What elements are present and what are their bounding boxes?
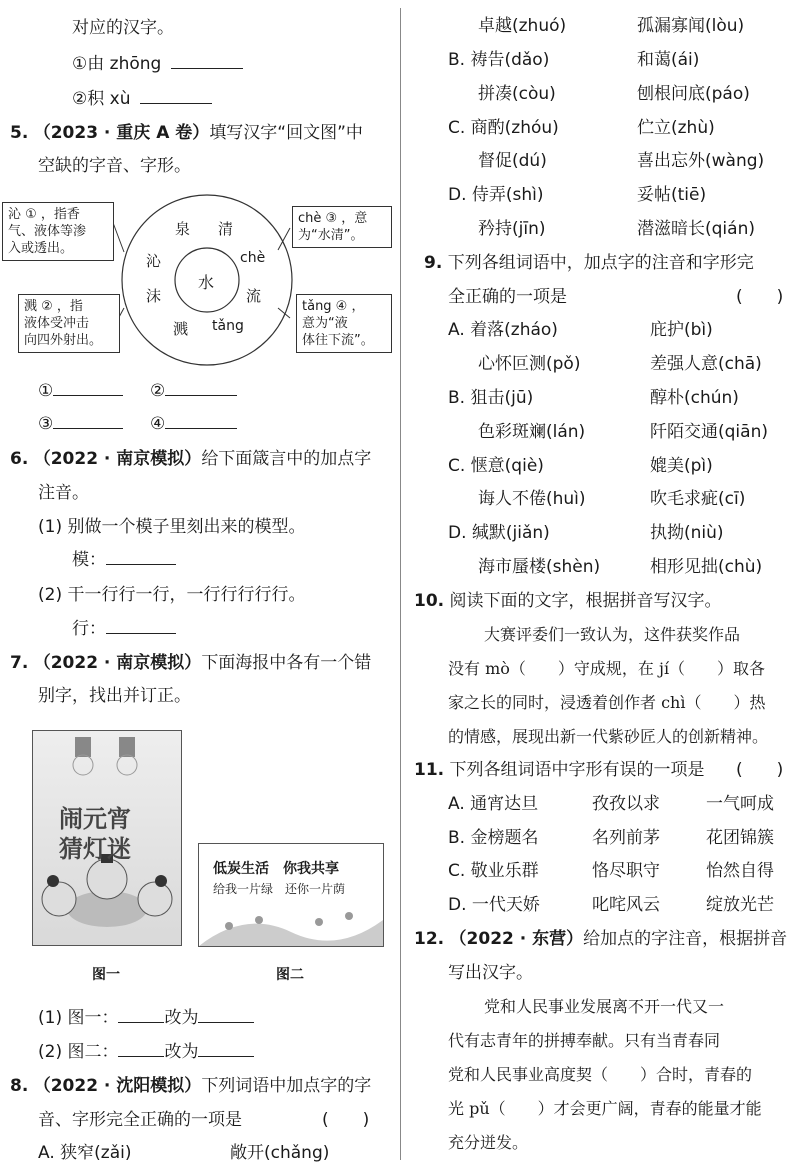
q7-answer-2: (2) 图二： 改为 (38, 1040, 254, 1064)
q8-option: 伫立(zhù) (637, 118, 715, 138)
answer-blank[interactable] (198, 1006, 254, 1023)
q12-line2: 写出汉字。 (448, 963, 533, 983)
q9-option: 诲人不倦(huì) (478, 489, 586, 509)
poster-2-caption: 图二 (276, 967, 304, 983)
q5-line1: 5. （2023 · 重庆 A 卷）填写汉字“回文图”中 (10, 123, 363, 143)
q11-option: C. 敬业乐群 (448, 861, 539, 881)
q5-blank-2: ② (150, 379, 237, 403)
q11-option: A. 通宵达旦 (448, 794, 539, 814)
answer-blank[interactable] (53, 379, 123, 396)
q10-paragraph-line: 的情感，展现出新一代紫砂匠人的创新精神。 (448, 727, 769, 746)
q7-answer-1: (1) 图一： 改为 (38, 1006, 254, 1030)
q9-line2: 全正确的一项是 (448, 287, 567, 307)
ring-item: 流 (246, 287, 262, 305)
q6-sentence-1: (1) 别做一个模子里刻出来的模型。 (38, 517, 306, 537)
ring-item: 溅 (173, 320, 189, 338)
q9-option: 海市蜃楼(shèn) (478, 557, 601, 577)
ring-item: tǎng (212, 318, 244, 334)
q8-option: C. 商酌(zhóu) (448, 118, 559, 138)
q9-option: 媲美(pì) (650, 456, 713, 476)
diagram-box-3: 溅 ② ，指 液体受冲击 向四外射出。 (18, 294, 120, 353)
question-number: 7. (10, 653, 29, 673)
poster-2-subtitle: 给我一片绿 还你一片荫 (213, 882, 346, 896)
diagram-center: 水 (198, 273, 215, 292)
q6-line2: 注音。 (38, 483, 89, 503)
q9-option: 色彩斑斓(lán) (478, 422, 586, 442)
answer-paren[interactable]: ( ) (322, 1110, 370, 1130)
answer-blank[interactable] (165, 379, 237, 396)
q11-option: 名列前茅 (592, 828, 660, 848)
ring-item: chè (240, 250, 266, 266)
q11-option: 恪尽职守 (592, 861, 660, 881)
q9-option: 差强人意(chā) (650, 354, 762, 374)
q9-option: B. 狙击(jū) (448, 388, 534, 408)
diagram-box-1: 沁 ① ，指香 气、液体等渗 入或透出。 (2, 202, 114, 261)
question-number: 8. (10, 1076, 29, 1096)
q5-blank-4: ④ (150, 412, 237, 436)
q7-line1: 7. （2022 · 南京模拟）下面海报中各有一个错 (10, 653, 372, 673)
column-divider (400, 8, 401, 1160)
q8-option-a2: 敞开(chǎng) (230, 1143, 330, 1163)
question-number: 10. (414, 591, 445, 611)
q12-paragraph-line: 充分迸发。 (448, 1133, 529, 1152)
q8-option: 妥帖(tiē) (637, 185, 707, 205)
q10-paragraph-line: 大赛评委们一致认为，这件获奖作品 (484, 625, 741, 644)
question-number: 12. (414, 929, 445, 949)
q4-tail: 对应的汉字。 (72, 18, 174, 38)
q8-option-a1: A. 狭窄(zǎi) (38, 1143, 132, 1163)
q11-option: 花团锦簇 (706, 828, 774, 848)
question-number: 6. (10, 449, 29, 469)
q6-sentence-2: (2) 干一行行一行，一行行行行行。 (38, 585, 306, 605)
q8-option: 督促(dú) (478, 151, 547, 171)
ring-item: 清 (218, 220, 234, 238)
diagram-box-2: chè ③ ，意 为“水清”。 (292, 206, 392, 248)
q8-option: 和蔼(ái) (637, 50, 700, 70)
q10-paragraph-line: 家之长的同时，浸透着创作者 chì（ ）热 (448, 693, 766, 712)
q8-option: B. 祷告(dǎo) (448, 50, 550, 70)
answer-blank[interactable] (118, 1040, 164, 1057)
q12-paragraph-line: 党和人民事业高度契（ ）合时，青春的 (448, 1065, 753, 1084)
diagram-box-4: tǎng ④ ， 意为“液 体往下流”。 (296, 294, 392, 353)
answer-blank[interactable] (106, 548, 176, 565)
q11-option: 孜孜以求 (592, 794, 660, 814)
q11-line1: 11. 下列各组词语中字形有误的一项是 (414, 760, 705, 780)
poster-1-line-1: 闹元宵 (59, 805, 131, 833)
q9-option: 庇护(bì) (650, 320, 713, 340)
poster-2-title: 低炭生活 你我共享 (213, 861, 339, 877)
poster-1 (32, 730, 182, 946)
q10-paragraph-line: 没有 mò（ ）守成规，在 jí（ ）取各 (448, 659, 766, 678)
q8-option: D. 侍弄(shì) (448, 185, 544, 205)
q11-option: 绽放光芒 (706, 895, 774, 915)
answer-blank[interactable] (140, 87, 212, 104)
question-source: （2022 · 南京模拟） (33, 653, 202, 673)
q8-option: 卓越(zhuó) (478, 16, 567, 36)
answer-blank[interactable] (198, 1040, 254, 1057)
question-source: （2022 · 沈阳模拟） (33, 1076, 202, 1096)
q9-option: 相形见拙(chù) (650, 557, 763, 577)
q5-blank-1: ① (38, 379, 123, 403)
answer-blank[interactable] (106, 617, 176, 634)
poster-2-art (199, 906, 383, 946)
q11-option: 一气呵成 (706, 794, 774, 814)
q8-option: 拼凑(còu) (478, 84, 556, 104)
q12-paragraph-line: 代有志青年的拼搏奉献。只有当青春同 (448, 1031, 721, 1050)
ring-item: 沁 (146, 252, 162, 270)
q8-option: 喜出忘外(wàng) (637, 151, 765, 171)
answer-paren[interactable]: ( ) (736, 760, 784, 780)
q6-answer-2: 行： (72, 617, 176, 641)
q8-line1: 8. （2022 · 沈阳模拟）下列词语中加点字的字 (10, 1076, 372, 1096)
q5-blank-3: ③ (38, 412, 123, 436)
q9-option: C. 惬意(qiè) (448, 456, 544, 476)
q10-line1: 10. 阅读下面的文字，根据拼音写汉字。 (414, 591, 722, 611)
q11-option: 怡然自得 (706, 861, 774, 881)
q9-option: 醇朴(chún) (650, 388, 739, 408)
q9-option: 执拗(niù) (650, 523, 724, 543)
q9-option: D. 缄默(jiǎn) (448, 523, 550, 543)
answer-blank[interactable] (118, 1006, 164, 1023)
q8-option: 矜持(jīn) (478, 219, 546, 239)
q9-option: 阡陌交通(qiān) (650, 422, 768, 442)
q8-option: 刨根问底(páo) (637, 84, 750, 104)
q7-line2: 别字，找出并订正。 (38, 686, 191, 706)
q9-option: 吹毛求疵(cī) (650, 489, 746, 509)
q8-option: 潜滋暗长(qián) (637, 219, 755, 239)
ring-item: 泉 (175, 220, 191, 238)
q6-answer-1: 模： (72, 548, 176, 572)
question-source: （2023 · 重庆 A 卷） (33, 123, 210, 143)
ring-item: 沫 (146, 287, 162, 305)
question-source: （2022 · 东营） (449, 929, 584, 949)
q11-option: 叱咤风云 (592, 895, 660, 915)
q9-option: 心怀叵测(pǒ) (478, 354, 581, 374)
q11-option: D. 一代天娇 (448, 895, 540, 915)
question-number: 5. (10, 123, 29, 143)
answer-blank[interactable] (165, 412, 237, 429)
q9-line1: 9. 下列各组词语中，加点字的注音和字形完 (424, 253, 754, 273)
question-number: 9. (424, 253, 443, 273)
answer-blank[interactable] (171, 52, 243, 69)
q5-line2: 空缺的字音、字形。 (38, 156, 191, 176)
q12-paragraph-line: 党和人民事业发展离不开一代又一 (484, 997, 725, 1016)
question-source: （2022 · 南京模拟） (33, 449, 202, 469)
poster-1-caption: 图一 (92, 967, 120, 983)
q11-option: B. 金榜题名 (448, 828, 539, 848)
q12-paragraph-line: 光 pǔ（ ）才会更广阔，青春的能量才能 (448, 1099, 762, 1118)
answer-blank[interactable] (53, 412, 123, 429)
q8-line2: 音、字形完全正确的一项是 (38, 1110, 242, 1130)
q4-item-1: ①由 zhōng (72, 52, 243, 76)
q12-line1: 12. （2022 · 东营）给加点的字注音，根据拼音 (414, 929, 788, 949)
q6-line1: 6. （2022 · 南京模拟）给下面箴言中的加点字 (10, 449, 372, 469)
q9-option: A. 着落(zháo) (448, 320, 558, 340)
question-number: 11. (414, 760, 445, 780)
answer-paren[interactable]: ( ) (736, 287, 784, 307)
poster-2 (198, 843, 384, 947)
poster-1-line-2: 猜灯迷 (59, 835, 131, 863)
q8-option: 孤漏寡闻(lòu) (637, 16, 745, 36)
q4-item-2: ②积 xù (72, 87, 212, 111)
